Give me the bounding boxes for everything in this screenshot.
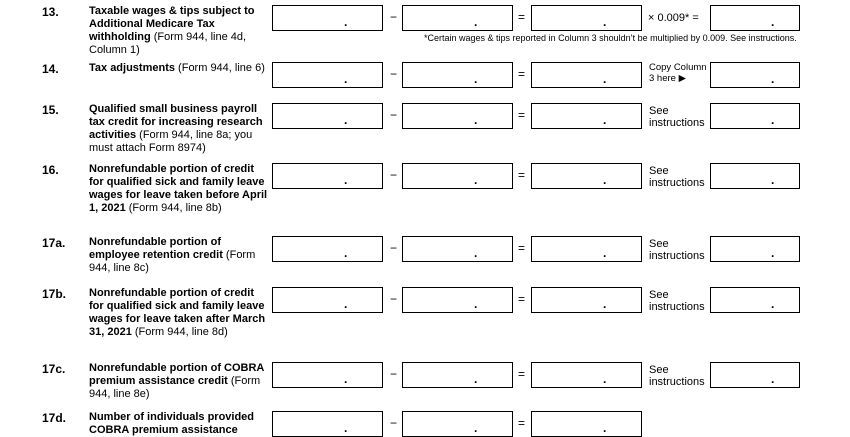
corrected-amount-field[interactable] <box>272 62 383 88</box>
decimal-point: . <box>603 297 607 311</box>
corrected-amount-field[interactable] <box>272 287 383 313</box>
minus-sign: − <box>390 108 398 122</box>
equals-sign: = <box>518 241 526 255</box>
minus-sign: − <box>390 67 398 81</box>
decimal-point: . <box>474 113 478 127</box>
corrected-amount-field[interactable] <box>272 163 383 189</box>
decimal-point: . <box>603 15 607 29</box>
column-4-field[interactable] <box>710 362 800 388</box>
original-amount-field[interactable] <box>402 287 513 313</box>
original-amount-field[interactable] <box>402 362 513 388</box>
line-description: Nonrefundable portion of employee retention credit (Form 944, line 8c) <box>89 236 256 274</box>
decimal-point: . <box>344 173 348 187</box>
decimal-point: . <box>771 246 775 260</box>
line-number: 14. <box>42 62 59 76</box>
column-4-field[interactable] <box>710 236 800 262</box>
decimal-point: . <box>344 72 348 86</box>
line-description: Nonrefundable portion of credit for qualified sick and family leave wages for leave taken after March 31, 2021 (Form 944, line 8d) <box>89 287 266 338</box>
column-4-note: See instructions <box>649 238 705 262</box>
decimal-point: . <box>603 113 607 127</box>
difference-field[interactable] <box>531 362 642 388</box>
corrected-amount-field[interactable] <box>272 236 383 262</box>
column-4-note: See instructions <box>649 105 705 129</box>
footnote: *Certain wages & tips reported in Column 3 shouldn’t be multiplied by 0.009. See instructions. <box>424 33 797 43</box>
decimal-point: . <box>474 15 478 29</box>
corrected-amount-field[interactable] <box>272 5 383 31</box>
decimal-point: . <box>344 113 348 127</box>
line-number: 15. <box>42 103 59 117</box>
decimal-point: . <box>474 173 478 187</box>
corrected-amount-field[interactable] <box>272 103 383 129</box>
line-description: Tax adjustments (Form 944, line 6) <box>89 62 265 74</box>
line-number: 13. <box>42 5 59 19</box>
column-4-field[interactable] <box>710 287 800 313</box>
decimal-point: . <box>603 72 607 86</box>
decimal-point: . <box>474 72 478 86</box>
column-4-field[interactable] <box>710 62 800 88</box>
original-amount-field[interactable] <box>402 103 513 129</box>
decimal-point: . <box>771 372 775 386</box>
difference-field[interactable] <box>531 411 642 437</box>
column-4-field[interactable] <box>710 103 800 129</box>
decimal-point: . <box>474 372 478 386</box>
line-description: Nonrefundable portion of COBRA premium assistance credit (Form 944, line 8e) <box>89 362 264 400</box>
decimal-point: . <box>344 297 348 311</box>
minus-sign: − <box>390 241 398 255</box>
equals-sign: = <box>518 108 526 122</box>
equals-sign: = <box>518 67 526 81</box>
minus-sign: − <box>390 416 398 430</box>
equals-sign: = <box>518 416 526 430</box>
decimal-point: . <box>603 246 607 260</box>
decimal-point: . <box>344 246 348 260</box>
column-4-note: Copy Column 3 here ▶ <box>649 62 707 84</box>
decimal-point: . <box>771 72 775 86</box>
difference-field[interactable] <box>531 5 642 31</box>
line-number: 17b. <box>42 287 67 301</box>
original-amount-field[interactable] <box>402 5 513 31</box>
decimal-point: . <box>474 421 478 435</box>
minus-sign: − <box>390 292 398 306</box>
decimal-point: . <box>603 372 607 386</box>
decimal-point: . <box>474 246 478 260</box>
minus-sign: − <box>390 168 398 182</box>
column-4-field[interactable] <box>710 5 800 31</box>
equals-sign: = <box>518 367 526 381</box>
column-4-field[interactable] <box>710 163 800 189</box>
minus-sign: − <box>390 10 398 24</box>
difference-field[interactable] <box>531 62 642 88</box>
column-4-note: × 0.009* = <box>648 12 699 24</box>
original-amount-field[interactable] <box>402 411 513 437</box>
line-description: Taxable wages & tips subject to Additional Medicare Tax withholding (Form 944, line 4d, Column 1) <box>89 5 255 56</box>
equals-sign: = <box>518 292 526 306</box>
line-number: 16. <box>42 163 59 177</box>
line-number: 17d. <box>42 411 67 425</box>
line-description: Qualified small business payroll tax credit for increasing research activities (Form 944, line 8a; you must attach Form 8974) <box>89 103 263 154</box>
line-description: Nonrefundable portion of credit for qualified sick and family leave wages for leave taken before April 1, 2021 (Form 944, line 8b) <box>89 163 268 214</box>
original-amount-field[interactable] <box>402 236 513 262</box>
decimal-point: . <box>603 173 607 187</box>
equals-sign: = <box>518 10 526 24</box>
corrected-amount-field[interactable] <box>272 362 383 388</box>
decimal-point: . <box>344 15 348 29</box>
decimal-point: . <box>474 297 478 311</box>
line-number: 17a. <box>42 236 66 250</box>
original-amount-field[interactable] <box>402 62 513 88</box>
difference-field[interactable] <box>531 163 642 189</box>
difference-field[interactable] <box>531 236 642 262</box>
corrected-amount-field[interactable] <box>272 411 383 437</box>
decimal-point: . <box>771 113 775 127</box>
decimal-point: . <box>344 372 348 386</box>
column-4-note: See instructions <box>649 165 705 189</box>
decimal-point: . <box>344 421 348 435</box>
decimal-point: . <box>771 15 775 29</box>
decimal-point: . <box>771 297 775 311</box>
decimal-point: . <box>771 173 775 187</box>
decimal-point: . <box>603 421 607 435</box>
line-description: Number of individuals provided COBRA premium assistance <box>89 411 255 436</box>
line-number: 17c. <box>42 362 66 376</box>
minus-sign: − <box>390 367 398 381</box>
difference-field[interactable] <box>531 103 642 129</box>
column-4-note: See instructions <box>649 289 705 313</box>
difference-field[interactable] <box>531 287 642 313</box>
equals-sign: = <box>518 168 526 182</box>
original-amount-field[interactable] <box>402 163 513 189</box>
column-4-note: See instructions <box>649 364 705 388</box>
